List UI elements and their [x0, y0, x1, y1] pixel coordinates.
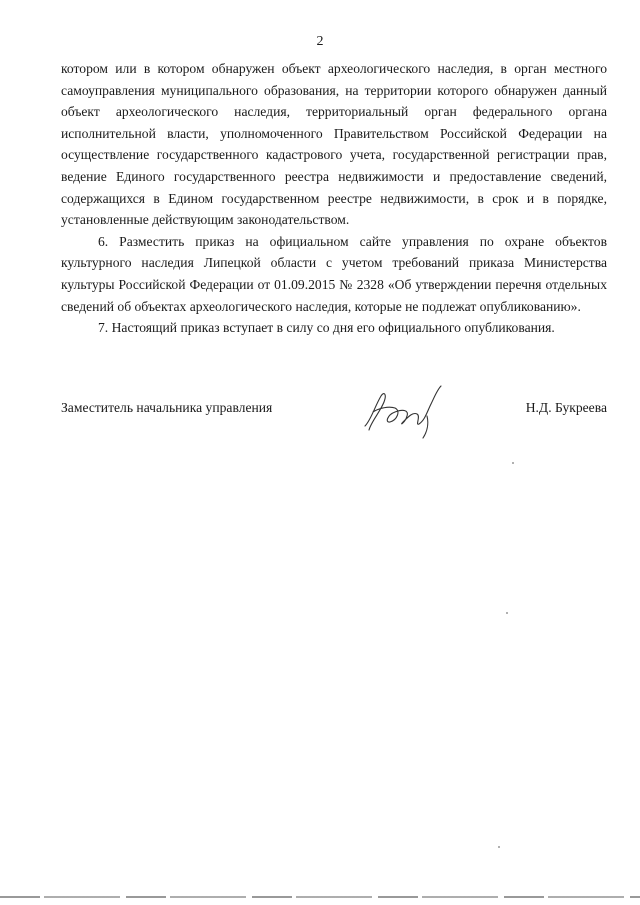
scan-speck — [498, 846, 500, 848]
signature-block — [61, 386, 607, 446]
signature-mark — [357, 382, 457, 440]
scan-speck — [512, 462, 514, 464]
signer-name: Н.Д. Букреева — [525, 400, 607, 415]
scan-speck — [506, 612, 508, 614]
document-body — [61, 58, 607, 339]
signer-position: Заместитель начальника управления — [61, 400, 273, 415]
page-number: 2 — [316, 34, 324, 49]
paragraph-5-continued: котором или в котором обнаружен объект археологического наследия, в орган местного самоуправления муниципального образования, на территории которого обнаружен данный объект археологического наследия, территориальный орган федерального органа исполнительной власти, уполномоченного Правительством Российской Федерации на осуществление государственного кадастрового учета, государственной регистрации прав, ведение Единого государственного реестра недвижимости и предоставление сведений, содержащихся в Едином государственном реестре недвижимости, в срок и в порядке, установленные действующим законодательством. — [61, 61, 607, 228]
scan-edge-line — [0, 896, 640, 898]
paragraph-7: 7. Настоящий приказ вступает в силу со дня его официального опубликования. — [98, 320, 555, 336]
paragraph-6: 6. Разместить приказ на официальном сайте управления по охране объектов культурного наследия Липецкой области с учетом требований приказа Министерства культуры Российской Федерации от 01.09.2015 № 2328 «Об утверждении перечня отдельных сведений об объектах археологического наследия, которые не подлежат опубликованию». — [61, 233, 607, 314]
